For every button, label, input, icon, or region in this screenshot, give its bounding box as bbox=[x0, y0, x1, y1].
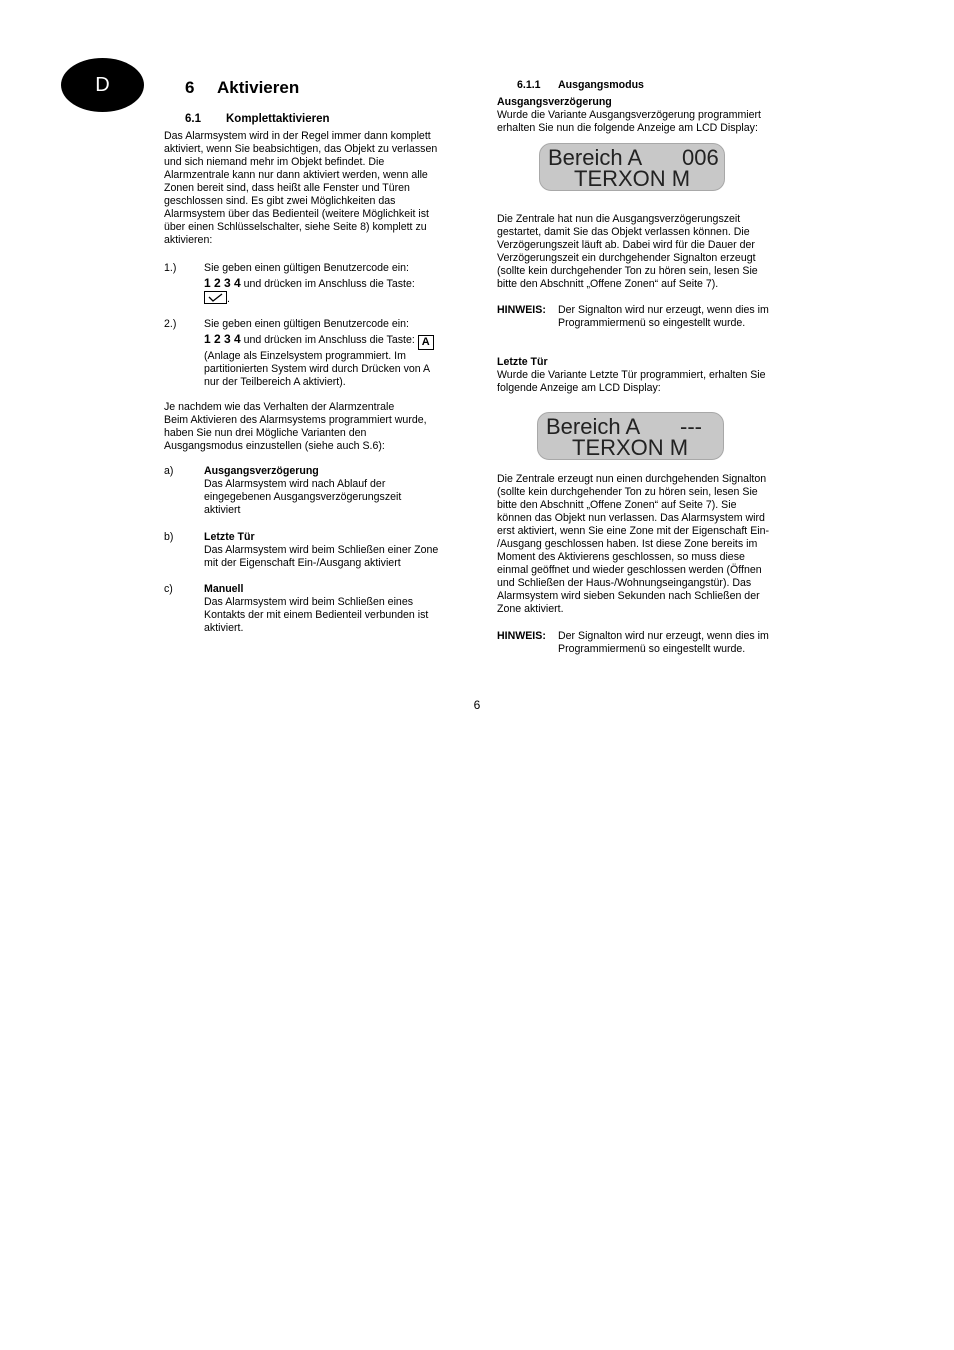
mode-marker: a) bbox=[164, 465, 174, 477]
mode-marker: c) bbox=[164, 583, 173, 595]
note-text: Der Signalton wird nur erzeugt, wenn dies im Programmiermenü so eingestellt wurde. bbox=[558, 630, 769, 655]
step-2-rest: (Anlage als Einzelsystem programmiert. Im partitionierten System wird durch Drücken von A nur der Teilbereich A aktiviert). bbox=[204, 350, 431, 388]
step-2-line2: und drücken im Anschluss die Taste: bbox=[240, 334, 418, 346]
key-a-icon: A bbox=[418, 335, 434, 350]
step-1-code: 1 2 3 4 bbox=[204, 276, 241, 290]
mode-marker: b) bbox=[164, 531, 174, 543]
subsection-title: Ausgangsmodus bbox=[558, 79, 644, 91]
subsection-number: 6.1 bbox=[185, 113, 201, 125]
page-number: 6 bbox=[473, 698, 481, 712]
step-2-number: 2.) bbox=[164, 318, 177, 330]
note-label: HINWEIS: bbox=[497, 630, 546, 642]
lcd-line-2: TERXON M bbox=[572, 435, 689, 460]
section-number: 6 bbox=[185, 78, 195, 97]
lastdoor-title: Letzte Tür bbox=[497, 356, 548, 368]
delay-title: Ausgangsverzögerung bbox=[497, 96, 612, 108]
subsection-heading-6-1-1 bbox=[517, 79, 644, 92]
step-1-number: 1.) bbox=[164, 262, 177, 274]
note-text: Der Signalton wird nur erzeugt, wenn dies im Programmiermenü so eingestellt wurde. bbox=[558, 304, 769, 329]
mode-text: Das Alarmsystem wird nach Ablauf der eingegebenen Ausgangsverzögerungszeit aktiviert bbox=[204, 478, 402, 516]
section-title: Aktivieren bbox=[217, 78, 300, 97]
mode-title: Manuell bbox=[204, 583, 244, 595]
step-1-line2: und drücken im Anschluss die Taste: bbox=[240, 278, 415, 290]
intro-paragraph: Das Alarmsystem wird in der Regel immer dann komplett aktiviert, wenn Sie beabsichtigen, das Objekt zu verlassen und sich niemand mehr im Objekt befindet. Die Alarmzentrale kann nur dann aktiviert werden, wenn alle Zonen bereit sind, dass heißt alle Fenster und Türen geschlossen sind. Es gibt zwei Möglichkeiten das Alarmsystem über das Bedienteil (weitere Möglichkeit ist über einen Schlüsselschalter, siehe Seite 8) komplett zu aktivieren: bbox=[164, 130, 438, 246]
subsection-number: 6.1.1 bbox=[517, 79, 541, 91]
step-1-line1: Sie geben einen gültigen Benutzercode ein: bbox=[204, 262, 409, 274]
lcd-value: --- bbox=[680, 414, 702, 439]
step-2-code: 1 2 3 4 bbox=[204, 332, 241, 346]
modes-intro: Je nachdem wie das Verhalten der Alarmzentrale Beim Aktivieren des Alarmsystems programmiert wurde, haben Sie nun drei Mögliche Varianten den Ausgangsmodus einzustellen (siehe auch S.6): bbox=[164, 401, 427, 452]
step-2-line1: Sie geben einen gültigen Benutzercode ein: bbox=[204, 318, 409, 330]
lastdoor-text: Die Zentrale erzeugt nun einen durchgehenden Signalton (sollte kein durchgehender Ton zu hören sein, lesen Sie bitte den Abschnitt „Offene Zonen“ auf Seite 7). Sie können das Objekt nun verlassen. Das Alarmsystem wird erst aktiviert, wenn Sie eine Zone mit der Eigenschaft Ein- /Ausgang geschlossen haben. Ist diese Zone bereits im Moment des Aktivierens geschlossen, so muss diese einmal geöffnet und wieder geschlossen werden (Öffnen und Schließen der Haus-/Wohnungseingangstür). Das Alarmsystem wird sieben Sekunden nach Schließen der Zone aktiviert. bbox=[497, 473, 770, 615]
mode-text: Das Alarmsystem wird beim Schließen eines Kontakts der mit einem Bedienteil verbunden ist aktiviert. bbox=[204, 596, 429, 634]
note-label: HINWEIS: bbox=[497, 304, 546, 316]
mode-title: Ausgangsverzögerung bbox=[204, 465, 319, 477]
lcd-line-2: TERXON M bbox=[574, 166, 691, 191]
mode-text: Das Alarmsystem wird beim Schließen einer Zone mit der Eigenschaft Ein-/Ausgang aktiviert bbox=[204, 544, 439, 569]
checkmark-key-icon bbox=[204, 291, 227, 304]
lastdoor-intro: Wurde die Variante Letzte Tür programmiert, erhalten Sie folgende Anzeige am LCD Display: bbox=[497, 369, 766, 394]
step-1-tail: . bbox=[227, 293, 230, 305]
lcd-line-1: Bereich A 006 bbox=[548, 145, 719, 170]
section-heading bbox=[185, 78, 299, 98]
lcd-display-delay bbox=[539, 143, 725, 191]
language-badge: D bbox=[61, 58, 144, 112]
subsection-heading-6-1 bbox=[185, 112, 330, 126]
delay-intro: Wurde die Variante Ausgangsverzögerung programmiert erhalten Sie nun die folgende Anzeige am LCD Display: bbox=[497, 109, 762, 134]
lcd-line-1: Bereich A --- bbox=[546, 414, 702, 439]
lcd-value: 006 bbox=[682, 145, 719, 170]
lcd-display-lastdoor bbox=[537, 412, 724, 460]
subsection-title: Komplettaktivieren bbox=[226, 113, 330, 125]
delay-text: Die Zentrale hat nun die Ausgangsverzögerungszeit gestartet, damit Sie das Objekt verlassen können. Die Verzögerungszeit läuft ab. Dabei wird für die Dauer der Verzögerungszeit ein durchgehender Signalton erzeugt (sollte kein durchgehender Ton zu hören sein, lesen Sie bitte den Abschnitt „Offene Zonen“ auf Seite 7). bbox=[497, 213, 758, 290]
mode-title: Letzte Tür bbox=[204, 531, 255, 543]
